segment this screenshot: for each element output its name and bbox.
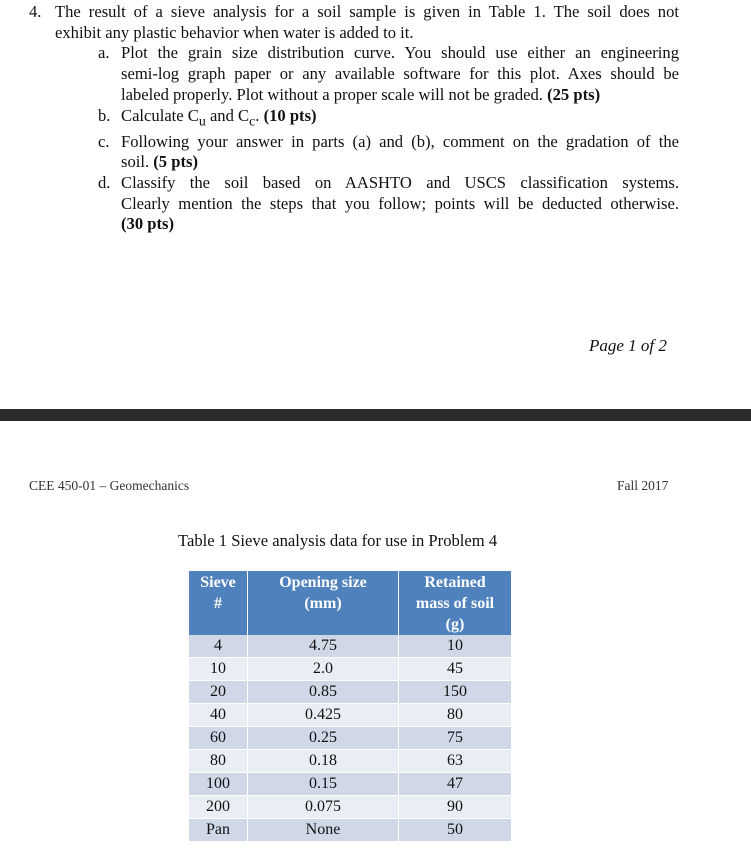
cell-sieve: 60 (189, 727, 248, 750)
header-retained-mass (399, 571, 512, 635)
cell-opening: 0.425 (248, 704, 399, 727)
cell-opening: 0.18 (248, 750, 399, 773)
cell-sieve: Pan (189, 819, 248, 842)
sub-question-letter: c. (98, 131, 110, 151)
cell-retained: 75 (399, 727, 512, 750)
term-header: Fall 2017 (617, 478, 669, 493)
cell-sieve: 80 (189, 750, 248, 773)
table-row (189, 796, 511, 819)
cell-opening: 0.15 (248, 773, 399, 796)
header-retained-line-2: mass of soil (415, 595, 495, 612)
cell-retained: 90 (399, 796, 512, 819)
problem-stem-line-2: exhibit any plastic behavior when water is added to it. (55, 22, 414, 42)
page-2 (0, 421, 751, 851)
sub-question-line: Clearly mention the steps that you follow; points will be deducted otherwise. (121, 193, 679, 213)
cell-opening: 2.0 (248, 658, 399, 681)
cell-sieve: 4 (189, 635, 248, 658)
sub-question-line: semi-log graph paper or any available software for this plot. Axes should be (121, 64, 679, 84)
cu-subscript: u (198, 112, 206, 128)
sub-question-d (29, 173, 679, 235)
cell-opening: 4.75 (248, 635, 399, 658)
points-label: (25 pts) (547, 84, 601, 104)
cell-retained: 150 (399, 681, 512, 704)
page-1 (0, 0, 751, 409)
cell-retained: 80 (399, 704, 512, 727)
sub-question-c (29, 132, 679, 173)
table-row (189, 727, 511, 750)
sub-question-line (121, 106, 679, 132)
cell-sieve: 20 (189, 681, 248, 704)
cell-sieve: 100 (189, 773, 248, 796)
table-row (189, 635, 511, 658)
header-sieve-line-2: # (214, 595, 222, 612)
problem-stem (55, 2, 679, 43)
points-label: (30 pts) (121, 214, 175, 234)
problem-stem-line-1: The result of a sieve analysis for a soil sample is given in Table 1. The soil does not (55, 2, 679, 21)
sub-question-letter: d. (98, 172, 111, 192)
cell-opening: 0.85 (248, 681, 399, 704)
header-opening-line-2: (mm) (304, 595, 342, 612)
table-row (189, 704, 511, 727)
sub-question-letter: a. (98, 43, 110, 63)
cell-retained: 63 (399, 750, 512, 773)
page-divider (0, 409, 751, 421)
cell-sieve: 40 (189, 704, 248, 727)
points-label: (5 pts) (153, 152, 198, 172)
cell-retained: 47 (399, 773, 512, 796)
points-label: (10 pts) (263, 105, 317, 125)
sub-question-a (29, 43, 679, 105)
table-row (189, 773, 511, 796)
sub-question-text: labeled properly. Plot without a proper scale will not be graded. (121, 84, 543, 104)
header-retained-line-1: Retained (424, 574, 486, 591)
header-opening-line-1: Opening size (279, 574, 367, 591)
cell-sieve: 10 (189, 658, 248, 681)
cc-subscript: c (249, 112, 256, 128)
problem-number: 4. (29, 2, 42, 21)
cell-opening: None (248, 819, 399, 842)
page-number: Page 1 of 2 (589, 336, 667, 355)
sub-question-text: . (255, 105, 264, 125)
sub-question-list (29, 43, 679, 235)
header-retained-line-3: (g) (445, 616, 465, 633)
sub-question-letter: b. (98, 105, 111, 125)
header-sieve (189, 571, 248, 635)
table-row (189, 681, 511, 704)
cell-opening: 0.25 (248, 727, 399, 750)
sub-question-line: Following your answer in parts (a) and (b), comment on the gradation of the (121, 131, 679, 151)
header-sieve-line-1: Sieve (200, 574, 236, 591)
table-header-row (189, 571, 511, 635)
header-opening-size (248, 571, 399, 635)
problem-4 (29, 2, 679, 235)
cell-retained: 10 (399, 635, 512, 658)
sub-question-text: soil. (121, 152, 154, 172)
cc-label: and C (205, 105, 250, 125)
sub-question-line (121, 152, 679, 173)
table-row (189, 658, 511, 681)
cell-opening: 0.075 (248, 796, 399, 819)
sub-question-line (121, 85, 679, 106)
cell-retained: 50 (399, 819, 512, 842)
cell-retained: 45 (399, 658, 512, 681)
sub-question-line: Plot the grain size distribution curve. You should use either an engineering (121, 43, 679, 63)
cell-sieve: 200 (189, 796, 248, 819)
table-row (189, 750, 511, 773)
sub-question-line (121, 214, 679, 235)
table-row (189, 819, 511, 842)
sieve-table (189, 571, 511, 842)
sub-question-b (29, 106, 679, 132)
cu-label: Calculate C (121, 105, 199, 125)
course-header: CEE 450-01 – Geomechanics (29, 478, 190, 493)
sub-question-line: Classify the soil based on AASHTO and USCS classification systems. (121, 172, 679, 192)
table-caption: Table 1 Sieve analysis data for use in Problem 4 (178, 531, 498, 550)
